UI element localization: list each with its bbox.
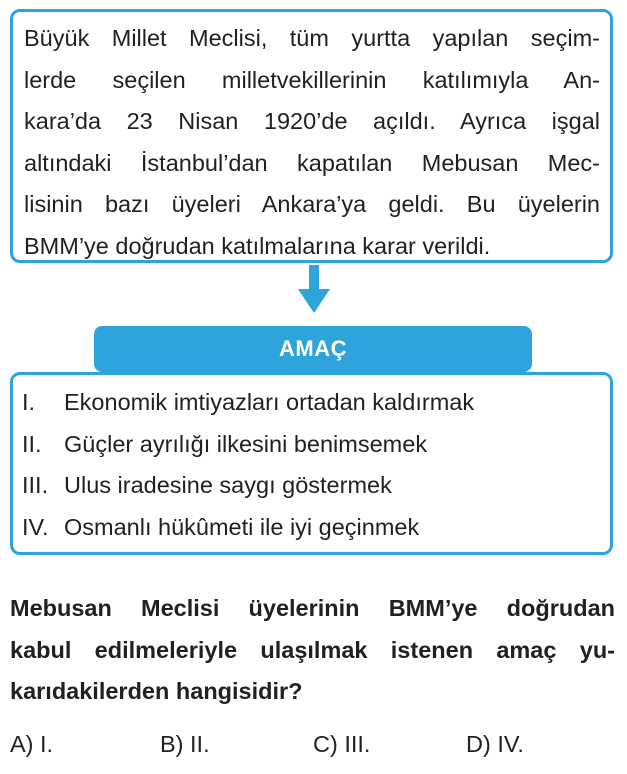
option-text: Güçler ayrılığı ilkesini benimsemek bbox=[64, 430, 428, 457]
option-number: I. bbox=[22, 389, 36, 415]
passage-line: altındaki İstanbul’dan kapatılan Mebusan Mec- bbox=[24, 149, 600, 176]
answer-choice-a[interactable]: A) I. bbox=[10, 731, 54, 757]
option-text: Ulus iradesine saygı göstermek bbox=[64, 472, 392, 498]
passage-line: Büyük Millet Meclisi, tüm yurtta yapılan seçim- bbox=[24, 25, 600, 51]
question-line: karıdakilerden hangisidir? bbox=[10, 678, 303, 704]
passage-line: kara’da 23 Nisan 1920’de açıldı. Ayrıca işgal bbox=[24, 108, 600, 134]
options-box bbox=[10, 372, 613, 555]
option-item bbox=[22, 465, 610, 507]
answer-choice-b[interactable]: B) II. bbox=[160, 731, 210, 757]
option-text: Osmanlı hükûmeti ile iyi geçinmek bbox=[64, 513, 420, 540]
option-number: II. bbox=[22, 430, 42, 457]
option-item bbox=[22, 382, 610, 424]
answer-choice-c[interactable]: C) III. bbox=[313, 731, 371, 757]
question-line: Mebusan Meclisi üyelerinin BMM’ye doğrudan bbox=[10, 595, 615, 621]
arrow-down-icon bbox=[298, 265, 330, 313]
answer-choices bbox=[10, 726, 615, 762]
question-stem bbox=[10, 588, 615, 713]
answer-choice-d[interactable]: D) IV. bbox=[466, 731, 524, 757]
passage-line: BMM’ye doğrudan katılmalarına karar verildi. bbox=[24, 232, 491, 259]
option-text: Ekonomik imtiyazları ortadan kaldırmak bbox=[64, 389, 475, 415]
passage-line: lerde seçilen milletvekillerinin katılımıyla An- bbox=[24, 66, 600, 93]
goal-banner: AMAÇ bbox=[94, 326, 532, 372]
passage-line: lisinin bazı üyeleri Ankara’ya geldi. Bu üyelerin bbox=[24, 191, 600, 217]
passage-box bbox=[10, 9, 613, 263]
option-number: IV. bbox=[22, 513, 49, 540]
question-line: kabul edilmeleriyle ulaşılmak istenen amaç yu- bbox=[10, 636, 615, 663]
option-number: III. bbox=[22, 472, 49, 498]
option-item bbox=[22, 507, 610, 549]
option-item bbox=[22, 424, 610, 466]
